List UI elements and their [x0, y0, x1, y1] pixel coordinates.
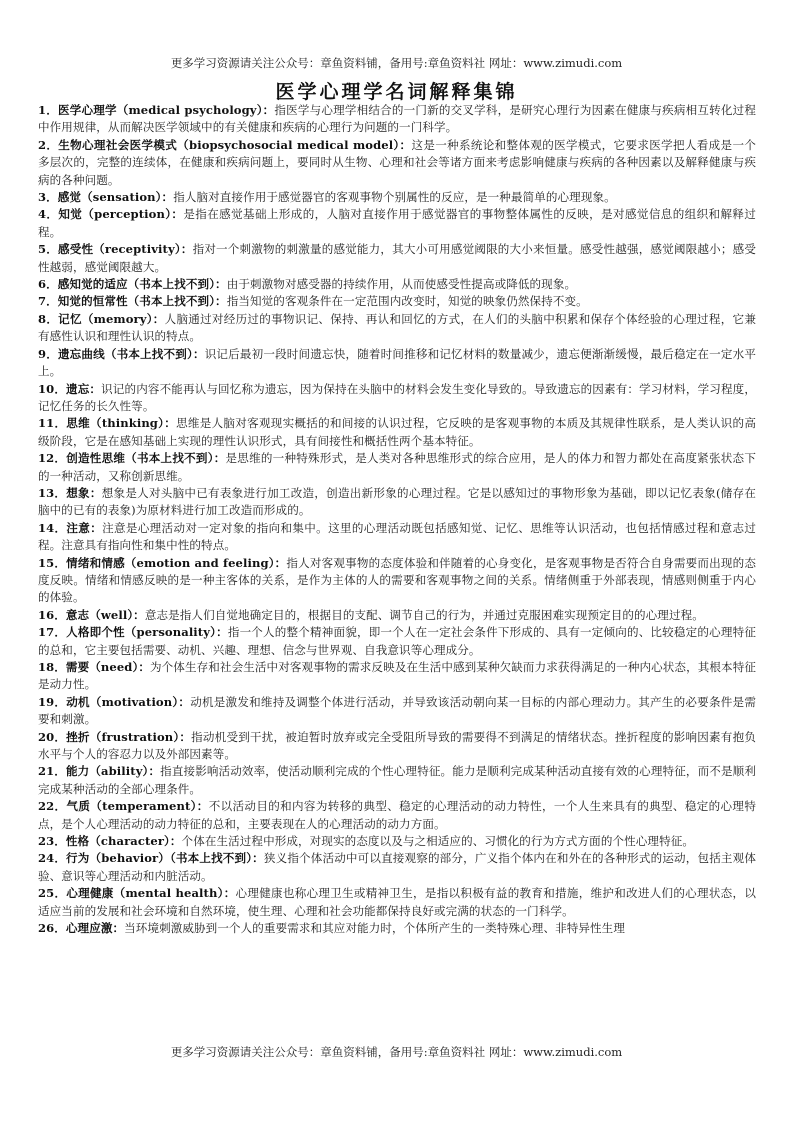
glossary-term: 21．能力（ability）：: [38, 764, 161, 779]
glossary-definition: 指对一个刺激物的刺激量的感觉能力，其大小可用感觉阈限的大小来恒量。感受性越强，感觉阈限越小；感受性越弱，感觉阈限越大。: [38, 242, 756, 274]
glossary-definition: 指直接影响活动效率，使活动顺利完成的个性心理特征。能力是顺利完成某种活动直接有效的心理特征，而不是顺利完成某种活动的全部心理条件。: [38, 764, 756, 796]
glossary-entry: [38, 694, 756, 729]
page-header-notice: 更多学习资源请关注公众号：章鱼资料铺，备用号:章鱼资料社 网址：www.zimudi.com: [170, 56, 623, 70]
glossary-definition: 指人脑对直接作用于感觉器官的客观事物个别属性的反应，是一种最简单的心理现象。: [173, 190, 616, 205]
glossary-term: 26．心理应激：: [38, 921, 125, 936]
glossary-term: 22．气质（temperament）：: [38, 799, 209, 814]
glossary-definition: 指人对客观事物的态度体验和伴随着的心身变化，是客观事物是否符合自身需要而出现的态度反映。情绪和情感反映的是一种主客体的关系，是作为主体的人的需要和客观事物之间的关系。情绪侧重于外部表现，情感则侧重于内心的体验。: [38, 555, 756, 605]
glossary-term: 1．医学心理学（medical psychology）：: [38, 103, 275, 117]
glossary-entry: [38, 485, 756, 520]
glossary-term: 8．记忆（memory）：: [38, 311, 165, 326]
glossary-term: 16．意志（well）：: [38, 607, 145, 622]
glossary-entry: [38, 102, 756, 137]
glossary-entry: [38, 381, 756, 416]
glossary-definition: 为个体生存和社会生活中对客观事物的需求反映及在生活中感到某种欠缺而力求获得满足的一种内心状态，其根本特征是动力性。: [38, 660, 757, 692]
glossary-entry: [38, 920, 756, 937]
glossary-term: 12．创造性思维（书本上找不到）：: [38, 451, 226, 466]
glossary-term: 3．感觉（sensation）：: [38, 190, 174, 205]
glossary-entry: [38, 659, 756, 694]
glossary-entry: [38, 241, 756, 276]
glossary-definition: 是思维的一种特殊形式，是人类对各种思维形式的综合应用，是人的体力和智力都处在高度紧张状态下的一种活动，又称创新思维。: [38, 451, 756, 483]
glossary-definition: 意志是指人们自觉地确定目的，根据目的支配、调节自己的行为，并通过克服困难实现预定目的的心理过程。: [144, 607, 704, 622]
glossary-term: 11．思维（thinking）：: [38, 416, 177, 431]
glossary-entry: [38, 293, 756, 310]
glossary-entry: [38, 763, 756, 798]
glossary-definition: 个体在生活过程中形成，对现实的态度以及与之相适应的、习惯化的行为方式方面的个性心理特征。: [181, 834, 695, 849]
glossary-term: 23．性格（character）：: [38, 834, 182, 849]
glossary-entry: [38, 137, 756, 189]
glossary-definition: 指动机受到干扰，被迫暂时放弃或完全受阻所导致的需要得不到满足的情绪状态。挫折程度的影响因素有抱负水平与个人的容忍力以及外部因素等。: [38, 729, 756, 762]
glossary-definition: 识记后最初一段时间遗忘快，随着时间推移和记忆材料的数量减少，遗忘便渐渐缓慢，最后稳定在一定水平上。: [38, 346, 756, 379]
glossary-definition: 想象是人对头脑中已有表象进行加工改造，创造出新形象的心理过程。它是以感知过的事物形象为基础，即以记忆表象(储存在脑中的已有的表象)为原材料进行加工改造而形成的。: [38, 485, 756, 518]
document-title: 医学心理学名词解释集锦: [275, 81, 518, 103]
glossary-term: 4．知觉（perception）：: [38, 207, 184, 222]
glossary-entry: [38, 624, 756, 659]
glossary-entry: [38, 450, 756, 485]
glossary-entry: [38, 276, 756, 293]
glossary-definition: 人脑通过对经历过的事物识记、保持、再认和回忆的方式，在人们的头脑中积累和保存个体经验的心理过程，它兼有感性认识和理性认识的特点。: [38, 311, 757, 344]
glossary-definition: 思维是人脑对客观现实概括的和间接的认识过程，它反映的是客观事物的本质及其规律性联系，是人类认识的高级阶段，它是在感知基础上实现的理性认识形式，具有间接性和概括性两个基本特征。: [38, 416, 756, 448]
glossary-term: 25．心理健康（mental health）：: [38, 886, 236, 901]
glossary-definition: 识记的内容不能再认与回忆称为遗忘，因为保持在头脑中的材料会发生变化导致的。导致遗忘的因素有：学习材料，学习程度，记忆任务的长久性等。: [38, 381, 756, 413]
glossary-term: 13．想象：: [38, 485, 102, 500]
glossary-term: 24．行为（behavior）（书本上找不到）：: [38, 851, 264, 866]
glossary-definition: 动机是激发和维持及调整个体进行活动，并导致该活动朝向某一目标的内部心理动力。其产生的必要条件是需要和刺激。: [38, 694, 756, 727]
glossary-entry: [38, 346, 756, 381]
glossary-term: 17．人格即个性（personality）：: [38, 625, 228, 640]
glossary-term: 20．挫折（frustration）：: [38, 729, 192, 744]
glossary-definition: 注意是心理活动对一定对象的指向和集中。这里的心理活动既包括感知觉、记忆、思维等认识活动，也包括情感过程和意志过程。注意具有指向性和集中性的特点。: [38, 520, 756, 553]
glossary-term: 15．情绪和情感（emotion and feeling）：: [38, 555, 287, 570]
glossary-definition: 指一个人的整个精神面貌，即一个人在一定社会条件下形成的、具有一定倾向的、比较稳定的心理特征的总和，它主要包括需要、动机、兴趣、理想、信念与世界观、自我意识等心理成分。: [38, 625, 756, 657]
glossary-definition: 指医学与心理学相结合的一门新的交叉学科，是研究心理行为因素在健康与疾病相互转化过程中作用规律，从而解决医学领域中的有关健康和疾病的心理行为问题的一门科学。: [38, 103, 756, 135]
glossary-definition: 狭义指个体活动中可以直接观察的部分，广义指个体内在和外在的各种形式的运动，包括主观体验、意识等心理活动和内脏活动。: [38, 851, 756, 883]
glossary-definition: 指当知觉的客观条件在一定范围内改变时，知觉的映象仍然保持不变。: [226, 294, 588, 309]
glossary-definition: 由于刺激物对感受器的持续作用，从而使感受性提高或降低的现象。: [226, 277, 577, 292]
glossary-term: 19．动机（motivation）：: [38, 694, 191, 709]
glossary-term: 5．感受性（receptivity）：: [38, 242, 193, 257]
glossary-entry: [38, 729, 756, 764]
glossary-term: 14．注意：: [38, 520, 103, 535]
glossary-term: 7．知觉的恒常性（书本上找不到）：: [38, 294, 227, 309]
glossary-entry: [38, 311, 756, 346]
glossary-entry: [38, 206, 756, 241]
glossary-entry: [38, 885, 756, 920]
glossary-term: 9．遗忘曲线（书本上找不到）：: [38, 346, 205, 361]
glossary-entry: [38, 798, 756, 833]
glossary-definition: 不以活动目的和内容为转移的典型、稳定的心理活动的动力特性，一个人生来具有的典型、稳定的心理特点，是个人心理活动的动力特征的总和，主要表现在人的心理活动的动力方面。: [38, 799, 756, 831]
glossary-definition: 当环境刺激威胁到一个人的重要需求和其应对能力时，个体所产生的一类特殊心理、非特异性生理: [124, 921, 625, 936]
glossary-entry: [38, 850, 756, 885]
glossary-term: 18．需要（need）：: [38, 660, 150, 674]
page-footer-notice: 更多学习资源请关注公众号：章鱼资料铺，备用号:章鱼资料社 网址：www.zimudi.com: [170, 1045, 623, 1059]
glossary-entry: [38, 520, 756, 555]
glossary-term: 2．生物心理社会医学模式（biopsychosocial medical model）：: [38, 137, 412, 152]
glossary-definition: 是指在感觉基础上形成的，人脑对直接作用于感觉器官的事物整体属性的反映，是对感觉信息的组织和解释过程。: [38, 207, 756, 239]
glossary-entry: [38, 607, 756, 624]
glossary-term: 6．感知觉的适应（书本上找不到）：: [38, 277, 227, 292]
glossary-term: 10．遗忘：: [38, 381, 102, 396]
glossary-definition: 这是一种系统论和整体观的医学模式，它要求医学把人看成是一个多层次的，完整的连续体，在健康和疾病问题上，要同时从生物、心理和社会等诸方面来考虑影响健康与疾病的各种因素以及解释健康与疾病的各种问题。: [38, 137, 756, 187]
glossary-entry: [38, 415, 756, 450]
glossary-list: [38, 102, 756, 938]
glossary-entry: [38, 833, 756, 850]
glossary-entry: [38, 555, 756, 607]
glossary-entry: [38, 189, 756, 206]
glossary-definition: 心理健康也称心理卫生或精神卫生，是指以积极有益的教育和措施，维护和改进人们的心理状态，以适应当前的发展和社会环境和自然环境，使生理、心理和社会功能都保持良好或完满的状态的一门科学。: [38, 886, 756, 918]
